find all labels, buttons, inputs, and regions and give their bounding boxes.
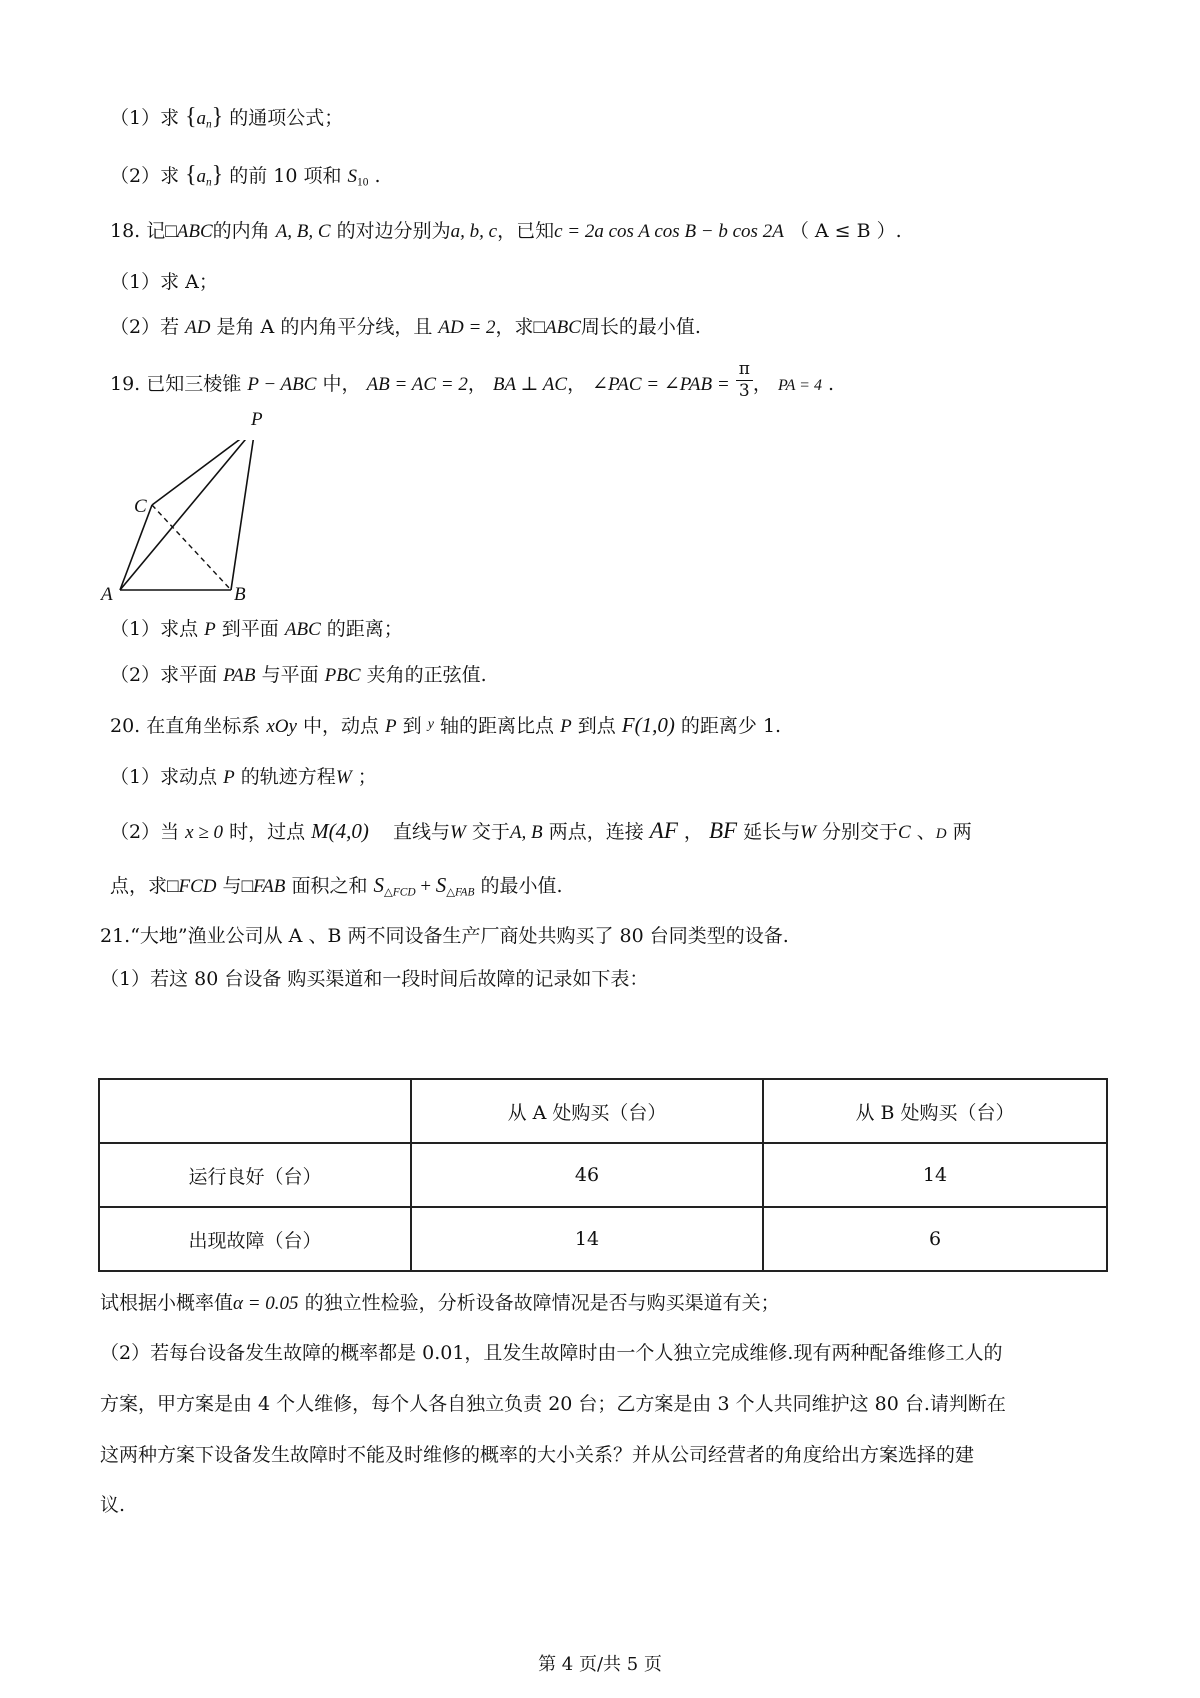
table-header-cell: 从 A 处购买（台）: [411, 1079, 763, 1143]
text: 的前 10 项和: [229, 165, 342, 187]
text: 是角 A 的内角平分线，且: [216, 316, 433, 338]
text: （2）若: [110, 316, 180, 338]
q21-test-line: [100, 1292, 780, 1316]
math-y: y: [427, 717, 434, 732]
math-a: a: [196, 108, 207, 129]
q21-part2-line1: [100, 1342, 1002, 1365]
math-pab: PAB: [223, 665, 256, 686]
text: 分别交于: [822, 821, 899, 843]
page-footer: 第 4 页/共 5 页: [538, 1654, 662, 1675]
math-m40: M(4,0): [311, 819, 369, 843]
table-cell: 运行良好（台）: [99, 1143, 411, 1207]
text: 的轨迹方程: [240, 766, 336, 788]
q18-part1: [110, 271, 218, 294]
math-c: C: [898, 822, 911, 843]
text: 点，求: [110, 875, 168, 897]
brace-close: }: [211, 104, 224, 130]
question-number: 19. 已知三棱锥: [110, 372, 242, 395]
edge-pb: [231, 440, 255, 590]
text: 延长与: [743, 821, 801, 843]
text: 的通项公式；: [229, 107, 344, 129]
math-bf: BF: [708, 818, 738, 843]
question-number: 18. 记: [110, 220, 166, 242]
math-formula: c = 2a cos A cos B − b cos 2A: [554, 221, 784, 242]
math-pi: π: [736, 359, 753, 381]
math-ab-points: A, B: [509, 822, 543, 843]
text: 试根据小概率值: [100, 1292, 234, 1314]
text: 的距离；: [326, 618, 403, 640]
text: 到点: [577, 715, 616, 737]
math-s: S: [373, 873, 385, 897]
text: 的最小值.: [480, 875, 563, 897]
text: 议.: [100, 1494, 126, 1516]
text: （2）求平面: [110, 664, 218, 686]
math-ab-ac: AB = AC = 2: [366, 373, 468, 395]
text: 周长的最小值.: [580, 316, 701, 338]
math-fab: □FAB: [241, 876, 286, 897]
math-sub-n: n: [206, 176, 212, 189]
table-header-cell: 从 B 处购买（台）: [763, 1079, 1107, 1143]
math-f10: F(1,0): [621, 713, 675, 737]
table-cell: 46: [411, 1143, 763, 1207]
text: 与平面: [261, 664, 319, 686]
text: （1）求 A；: [110, 271, 218, 293]
text: .: [374, 165, 381, 187]
q21-part1: [100, 968, 648, 991]
q21-part2-line2: [100, 1393, 1006, 1416]
q21-part2-line4: [100, 1494, 125, 1517]
text: （2）当: [110, 821, 180, 843]
text: 直线与: [393, 821, 451, 843]
math-pa: PA = 4: [777, 376, 822, 394]
table-header-row: [99, 1079, 1107, 1143]
math-p: P: [385, 716, 397, 737]
math-p: P: [560, 716, 572, 737]
edge-bc-hidden: [152, 505, 231, 590]
text: 21.“大地”渔业公司从 A 、B 两不同设备生产厂商处共购买了 80 台同类型的设备.: [100, 925, 789, 947]
math-x-ge-0: x ≥ 0: [185, 822, 224, 843]
vertex-label-c: C: [134, 496, 147, 517]
text: 时，过点: [229, 821, 306, 843]
math-sub-10: 10: [357, 176, 369, 189]
text: 这两种方案下设备发生故障时不能及时维修的概率的大小关系？并从公司经营者的角度给出方案选择的建: [100, 1444, 975, 1466]
text: 面积之和: [291, 875, 368, 897]
table-cell: 14: [411, 1207, 763, 1271]
q19-part2: [110, 664, 487, 688]
text: 中，: [322, 372, 361, 395]
text: （2）若每台设备发生故障的概率都是 0.01，且发生故障时由一个人独立完成维修.现有两种配备维修工人的: [100, 1342, 1003, 1364]
math-xoy: xOy: [266, 716, 297, 737]
math-ad-eq: AD = 2: [438, 317, 496, 338]
math-d: D: [935, 826, 947, 842]
text: 的内角: [212, 220, 270, 242]
math-fraction: [736, 359, 753, 403]
math-p: P: [223, 767, 235, 788]
text: 方案，甲方案是由 4 个人维修，每个人各自独立负责 20 台；乙方案是由 3 个人共同维护这 80 台.请判断在: [100, 1393, 1006, 1415]
text: 中，动点: [302, 715, 379, 737]
brace-open: {: [185, 162, 197, 188]
math-a: a: [196, 166, 207, 187]
text: 、: [916, 821, 936, 843]
math-sub-fab: △FAB: [446, 886, 475, 899]
math-perp: BA ⊥ AC: [492, 373, 568, 395]
text: （2）求: [110, 165, 180, 187]
text: ，: [683, 821, 703, 843]
math-sub-fcd: △FCD: [384, 886, 416, 899]
math-s: S: [435, 873, 447, 897]
q20-stem: [110, 713, 781, 739]
table-cell: 6: [763, 1207, 1107, 1271]
edge-pc: [152, 440, 255, 505]
math-p: P: [204, 619, 216, 640]
text: （1）求动点: [110, 766, 218, 788]
table-row: [99, 1207, 1107, 1271]
q20-part1: [110, 766, 377, 790]
math-af: AF: [649, 818, 678, 843]
math-angles: A, B, C: [275, 221, 331, 242]
q20-part2: [110, 817, 972, 845]
table-row: [99, 1143, 1107, 1207]
table-header-cell: [99, 1079, 411, 1143]
math-alpha: α = 0.05: [233, 1293, 299, 1314]
text: 交于: [471, 821, 510, 843]
math-three: 3: [738, 381, 750, 402]
text: ，已知: [497, 220, 555, 242]
text: 两: [952, 821, 972, 843]
math-sub-n: n: [206, 118, 212, 131]
q21-stem: [100, 925, 789, 948]
math-abc: ABC: [284, 619, 321, 640]
math-w: W: [800, 822, 816, 843]
text: （1）若这 80 台设备 购买渠道和一段时间后故障的记录如下表：: [100, 968, 649, 990]
math-fcd: □FCD: [167, 876, 217, 897]
vertex-label-a: A: [101, 584, 113, 605]
math-pbc: PBC: [324, 665, 361, 686]
fault-table: [98, 1078, 1108, 1272]
text: （1）求点: [110, 618, 199, 640]
math-angles-eq: ∠PAC = ∠PAB =: [592, 373, 730, 395]
brace-close: }: [211, 162, 224, 188]
math-ad: AD: [185, 317, 211, 338]
brace-open: {: [185, 104, 197, 130]
text: 与: [222, 875, 242, 897]
vertex-label-b: B: [234, 584, 246, 605]
q21-part2-line3: [100, 1444, 974, 1467]
text: （ A ≤ B ）.: [789, 220, 902, 242]
q18-part2: [110, 316, 701, 340]
text: （1）求: [110, 107, 180, 129]
q17-part1: [110, 103, 343, 132]
math-w: W: [335, 767, 352, 788]
text: 的距离少 1.: [680, 715, 782, 737]
math-triangle: □ABC: [165, 221, 213, 242]
text: 轴的距离比点: [440, 715, 555, 737]
q17-part2: [110, 161, 381, 190]
text: 到平面: [221, 618, 279, 640]
question-number: 20. 在直角坐标系: [110, 715, 261, 737]
q18-stem: [110, 220, 902, 244]
text: 夹角的正弦值.: [366, 664, 487, 686]
q19-part1: [110, 618, 403, 642]
text: 的独立性检验，分析设备故障情况是否与购买渠道有关；: [304, 1292, 780, 1314]
table-cell: 14: [763, 1143, 1107, 1207]
math-pabc: P − ABC: [247, 373, 317, 395]
table-cell: 出现故障（台）: [99, 1207, 411, 1271]
math-plus: +: [415, 876, 436, 897]
vertex-label-p: P: [251, 409, 263, 430]
q20-part2-cont: [110, 873, 563, 900]
text: 到: [402, 715, 422, 737]
tetrahedron-figure: [100, 440, 300, 612]
text: ；: [357, 766, 377, 788]
math-sides: a, b, c: [450, 221, 498, 242]
text: 的对边分别为: [336, 220, 451, 242]
text: 两点，连接: [548, 821, 644, 843]
q19-stem: 19. 已知三棱锥 P − ABC 中， AB = AC = 2， BA ⊥ AC， ∠PAC = ∠PAB = $\frac{\pi}{3}$ ， PA = 4 .: [110, 359, 835, 402]
text: ，求: [495, 316, 534, 338]
math-w: W: [450, 822, 466, 843]
math-triangle: □ABC: [533, 317, 581, 338]
math-s: S: [347, 166, 358, 187]
